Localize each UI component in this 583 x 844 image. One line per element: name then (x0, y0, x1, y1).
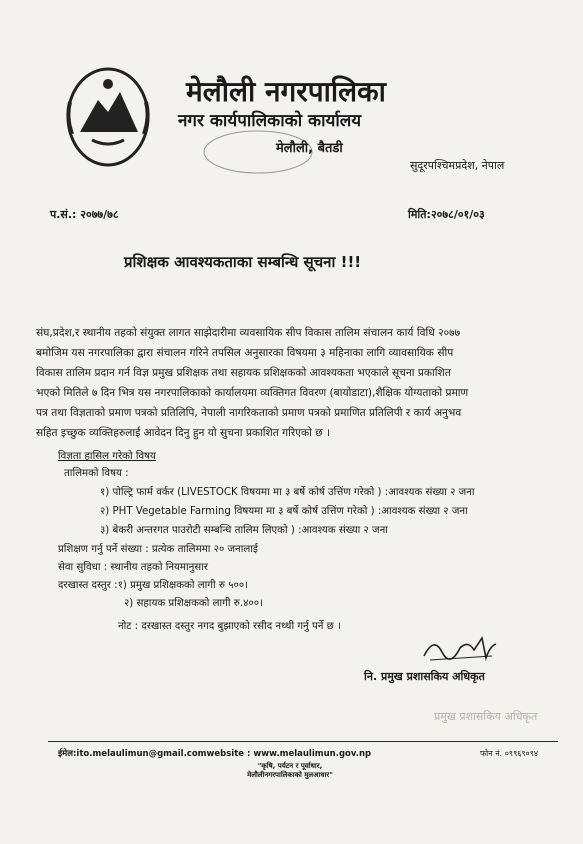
signature-mark (420, 630, 500, 666)
body-line: पत्र तथा विज्ञताको प्रमाण पत्रको प्रतिलिपि, नेपाली नागरिकताको प्रमाण पत्रको प्रमाणित प्रतिलिपी र कार्य अनुभव (36, 407, 462, 419)
notice-subject: प्रशिक्षक आवश्यकताका सम्बन्धि सूचना !!! (124, 253, 362, 271)
office-name: मेलौली नगरपालिका (186, 75, 386, 108)
body-line: बमोजिम यस नगरपालिका द्वारा संचालन गरिने तपसिल अनुसारका विषयमा ३ महिनाका लागि व्यावसायिक सीप (36, 347, 454, 359)
office-subtitle: नगर कार्यपालिकाको कार्यालय (178, 111, 362, 131)
body-line: सहित इच्छुक व्यक्तिहरुलाई आवेदन दिनु हुन यो सुचना प्रकाशित गरिएको छ । (36, 427, 331, 439)
training-item: १) पोल्ट्रि फार्म वर्कर (LIVESTOCK विषयमा मा ३ बर्षे कोर्ष उत्तिंण गरेको ) :आवश्यक संख्या २ जना (100, 487, 475, 498)
signer-title: नि. प्रमुख प्रशासकिय अधिकृत (364, 670, 485, 683)
svg-text:प्रमुख प्रशासकिय अधिकृत: प्रमुख प्रशासकिय अधिकृत (434, 710, 538, 723)
reference-number: प.सं.: २०७७/७८ (50, 208, 119, 221)
training-item: २) PHT Vegetable Farming विषयमा मा ३ बर्षे कोर्ष उत्तिंण गरेको ) :आवश्यक संख्या २ जना (100, 506, 468, 517)
notice-date: मिति:२०७८/०१/०३ (408, 208, 485, 221)
footer-slogan (240, 762, 340, 780)
official-stamp (430, 694, 560, 734)
slogan-line: मेलौलीनगरपालिकाको मुलआधार" (247, 771, 333, 779)
fee-note: नोट : दरखास्त दस्तुर नगद बुझाएको रसीद नथ्थी गर्नु पर्ने छ । (118, 621, 341, 632)
emblem-icon (62, 62, 154, 172)
office-location: मेलौली, बैतडी (276, 141, 343, 156)
body-line: भएको मितिले ७ दिन भित्र यस नगरपालिकाको कार्यालयमा व्यक्तिगत विवरण (बायोडाटा),शैक्षिक योग्यताको प्रमाण (36, 387, 469, 399)
training-item: ३) बेकरी अन्तरगत पाउरोटी सम्बन्धि तालिम लिएको ) :आवश्यक संख्या २ जना (100, 525, 388, 536)
province-label: सुदूरपश्चिमप्रदेश, नेपाल (410, 159, 505, 172)
trainee-count: प्रशिक्षण गर्नु पर्ने संख्या : प्रत्येक तालिममा २० जनालाई (58, 544, 258, 555)
body-line: संघ,प्रदेश,र स्थानीय तहको संयुक्त लागत साझेदारीमा व्यवसायिक सीप विकास तालिम संचालन कार्य विधि २०७७ (36, 327, 461, 339)
footer-divider (48, 741, 558, 742)
slogan-line: "कृषि, पर्यटन र पूर्वाधार, (257, 762, 323, 770)
service-facility: सेवा सुविधा : स्थानीय तहको नियमानुसार (58, 562, 208, 573)
round-stamp-icon (200, 128, 316, 176)
expertise-heading: विज्ञता हासिल गरेको विषय (58, 451, 156, 462)
application-fee: २) सहायक प्रशिक्षकको लागी रु.४००। (124, 598, 263, 609)
application-fee: दरखास्त दस्तुर :१) प्रमुख प्रशिक्षकको लागी रु ५००। (58, 580, 248, 591)
footer-phone: फोन नं. ०९९६९०९४ (480, 749, 539, 758)
footer-contact: ईमेल:ito.melaulimun@gmail.comwebsite : www.melaulimun.gov.np (58, 749, 372, 759)
body-line: विकास तालिम प्रदान गर्न विज्ञ प्रमुख प्रशिक्षक तथा सहायक प्रशिक्षकको आवश्यकता भएकाले सूचना प्रकाशित (36, 367, 451, 379)
training-heading: तालिमको विषय : (64, 468, 129, 479)
